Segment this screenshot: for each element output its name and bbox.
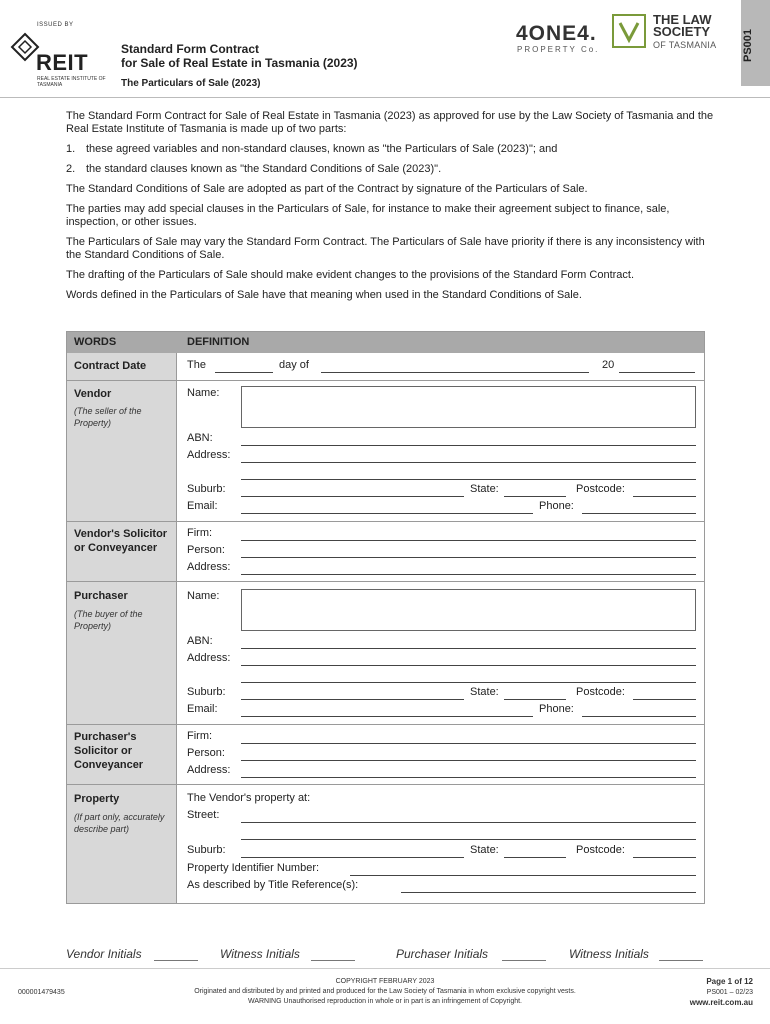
vendor-state-label: State: [470,483,499,495]
purchaser-solicitor-address-label: Address: [187,764,231,776]
intro-paragraph: Words defined in the Particulars of Sale have that meaning when used in the Standard Conditions of Sale. [66,289,582,301]
property-state-label: State: [470,844,499,856]
vendor-name-label: Name: [187,387,220,399]
row-divider [67,380,704,381]
purchaser-initials-label: Purchaser Initials [396,947,489,961]
contract-day-field[interactable] [215,372,273,373]
property-intro: The Vendor's property at: [187,792,311,804]
purchaser-address-field-2[interactable] [241,682,696,683]
property-pin-field[interactable] [350,875,696,876]
purchaser-phone-label: Phone: [539,703,574,715]
property-suburb-label: Suburb: [187,844,226,856]
vendor-phone-field[interactable] [582,513,696,514]
purchaser-state-label: State: [470,686,499,698]
vendor-abn-field[interactable] [241,445,696,446]
vendor-postcode-label: Postcode: [576,483,625,495]
purchaser-email-label: Email: [187,703,218,715]
purchaser-solicitor-person-field[interactable] [241,760,696,761]
property-pin-label: Property Identifier Number: [187,862,320,874]
header-divider [0,97,770,98]
purchaser-name-field[interactable] [241,589,696,631]
purchaser-label: Purchaser [74,590,128,602]
property-street-label: Street: [187,809,220,821]
page-number: Page 1 of 12 [706,977,753,986]
law-society-logo-icon [612,14,646,48]
vendor-email-label: Email: [187,500,218,512]
intro-paragraph: The Standard Conditions of Sale are adopted as part of the Contract by signature of the Particulars of Sale. [66,183,588,195]
vendor-note: (The seller of the Property) [74,406,142,428]
property-note: (If part only, accurately describe part) [74,812,165,834]
witness-initials-label: Witness Initials [220,947,300,961]
vendor-state-field[interactable] [504,496,566,497]
vendor-solicitor-person-label: Person: [187,544,225,556]
vendor-email-field[interactable] [241,513,533,514]
intro-paragraph: The Particulars of Sale may vary the Standard Form Contract. The Particulars of Sale have priority if there is any inconsistency with the Standard Conditions of Sale. [66,236,705,261]
particulars-table [66,331,705,904]
purchaser-address-label: Address: [187,652,231,664]
purchaser-initials-field[interactable] [502,960,546,961]
contract-date-year: 20 [602,359,615,371]
partner-logo-sub: PROPERTY Co. [517,45,600,54]
vendor-suburb-field[interactable] [241,496,464,497]
vendor-address-field-2[interactable] [241,479,696,480]
law-society-logo-text: THE LAW SOCIETY [653,12,712,39]
document-title: Standard Form Contract for Sale of Real Estate in Tasmania (2023) [121,42,358,70]
issued-by-label: ISSUED BY [37,22,74,28]
contract-date-day-of: day of [279,359,309,371]
property-title-ref-field[interactable] [401,892,696,893]
row-divider [67,521,704,522]
document-subtitle: The Particulars of Sale (2023) [121,78,261,89]
purchaser-postcode-label: Postcode: [576,686,625,698]
vendor-initials-field[interactable] [154,960,198,961]
footer-copyright: COPYRIGHT FEBRUARY 2023 Originated and distributed by and printed and produced for the Law Society of Tasmania in whom exclusive copyright vests. WARNING Unauthorised reproduction in whole or in part is an infringement of Copyright. [194,978,576,1005]
reit-full-name: REAL ESTATE INSTITUTE OF TASMANIA [37,76,106,88]
intro-list-item: 2. the standard clauses known as "the Standard Conditions of Sale (2023)". [66,163,442,175]
property-title-ref-label: As described by Title Reference(s): [187,879,359,891]
witness-initials-field[interactable] [311,960,355,961]
purchaser-suburb-field[interactable] [241,699,464,700]
vendor-label: Vendor [74,388,112,400]
vendor-solicitor-person-field[interactable] [241,557,696,558]
vendor-initials-label: Vendor Initials [66,947,142,961]
purchaser-suburb-label: Suburb: [187,686,226,698]
vendor-name-field[interactable] [241,386,696,428]
vendor-abn-label: ABN: [187,432,213,444]
vendor-suburb-label: Suburb: [187,483,226,495]
property-suburb-field[interactable] [241,857,464,858]
purchaser-postcode-field[interactable] [633,699,696,700]
row-divider [67,724,704,725]
vendor-phone-label: Phone: [539,500,574,512]
purchaser-solicitor-address-field[interactable] [241,777,696,778]
witness-initials-field-2[interactable] [659,960,703,961]
contract-date-the: The [187,359,206,371]
purchaser-abn-label: ABN: [187,635,213,647]
document-number: 000001479435 [18,989,65,996]
property-postcode-label: Postcode: [576,844,625,856]
definition-header: DEFINITION [187,336,250,348]
row-divider [67,581,704,582]
property-label: Property [74,793,120,805]
form-code: PS001 [742,28,754,62]
website-link[interactable]: www.reit.com.au [689,998,753,1007]
row-divider [67,784,704,785]
purchaser-note: (The buyer of the Property) [74,609,143,631]
law-society-logo-sub: OF TASMANIA [653,40,717,50]
table-header [67,332,704,353]
vendor-solicitor-firm-field[interactable] [241,540,696,541]
reit-logo-text: REIT [36,50,89,75]
vendor-solicitor-address-label: Address: [187,561,231,573]
partner-logo: 4ONE4. [516,22,597,45]
property-postcode-field[interactable] [633,857,696,858]
purchaser-phone-field[interactable] [582,716,696,717]
footer-divider [0,968,770,969]
property-street-field-2[interactable] [241,839,696,840]
vendor-postcode-field[interactable] [633,496,696,497]
vendor-solicitor-label: Vendor's Solicitor or Conveyancer [74,528,168,554]
contract-date-label: Contract Date [74,360,147,372]
form-version: PS001 – 02/23 [706,989,753,996]
footer-page-info [640,977,753,1009]
intro-paragraph: The parties may add special clauses in the Particulars of Sale, for instance to make their agreement subject to finance, sale, inspection, or other issues. [66,203,670,228]
purchaser-solicitor-firm-label: Firm: [187,730,213,742]
purchaser-email-field[interactable] [241,716,533,717]
intro-paragraph: The Standard Form Contract for Sale of Real Estate in Tasmania (2023) as approved for use by the Law Society of Tasmania and the Real Estate Institute of Tasmania is made up of two parts: [66,110,714,135]
vendor-solicitor-address-field[interactable] [241,574,696,575]
property-state-field[interactable] [504,857,566,858]
witness-initials-label-2: Witness Initials [569,947,649,961]
contract-year-field[interactable] [619,372,695,373]
intro-paragraph: The drafting of the Particulars of Sale should make evident changes to the provisions of the Standard Form Contract. [66,269,635,281]
vendor-solicitor-firm-label: Firm: [187,527,213,539]
vendor-address-label: Address: [187,449,231,461]
intro-text [66,110,716,309]
vendor-address-field[interactable] [241,462,696,463]
purchaser-abn-field[interactable] [241,648,696,649]
property-street-field[interactable] [241,822,696,823]
purchaser-address-field[interactable] [241,665,696,666]
purchaser-name-label: Name: [187,590,220,602]
purchaser-solicitor-person-label: Person: [187,747,225,759]
intro-list-item: 1. these agreed variables and non-standard clauses, known as "the Particulars of Sale (2023)"; and [66,143,558,155]
purchaser-solicitor-firm-field[interactable] [241,743,696,744]
contract-month-field[interactable] [321,372,589,373]
purchaser-solicitor-label: Purchaser's Solicitor or Conveyancer [74,731,144,771]
purchaser-state-field[interactable] [504,699,566,700]
words-header: WORDS [74,336,117,348]
